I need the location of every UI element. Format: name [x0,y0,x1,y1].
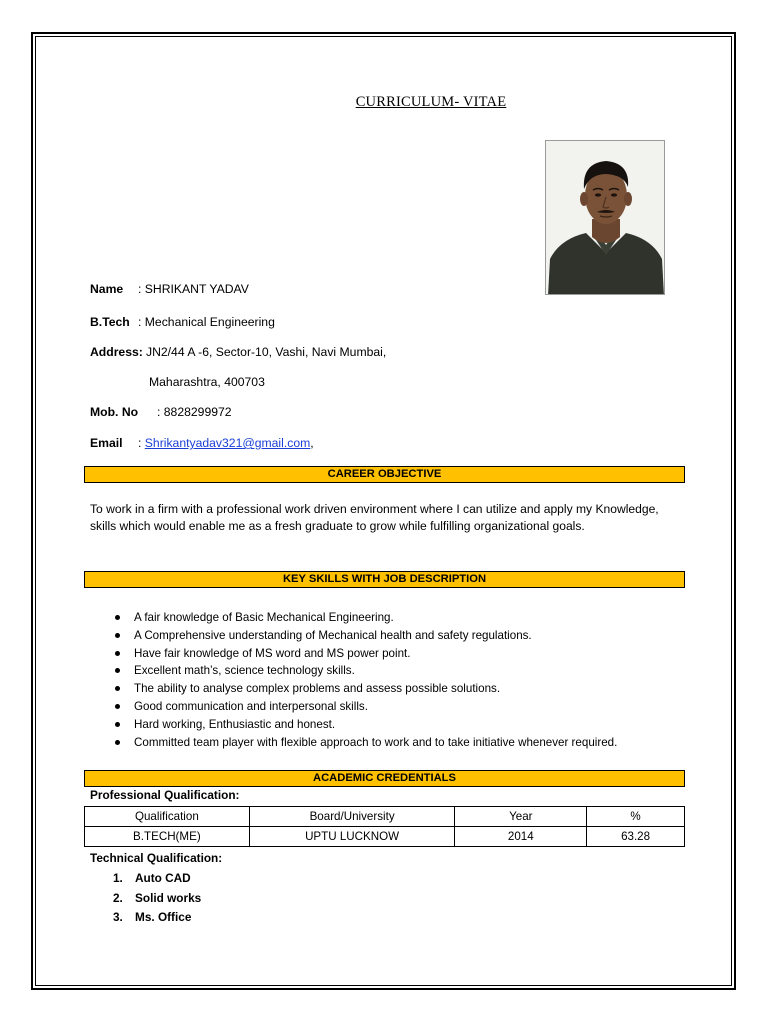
table-cell: 2014 [455,827,587,847]
table-header-row [85,807,685,827]
table-cell: B.TECH(ME) [85,827,250,847]
skill-item: A fair knowledge of Basic Mechanical Engineering. [112,609,617,627]
profile-photo [545,140,665,295]
list-item: 3. Ms. Office [113,910,192,925]
skill-item: Excellent math’s, science technology skills. [112,662,617,680]
skill-item: Good communication and interpersonal skills. [112,698,617,716]
mobile-line [90,405,232,419]
mobile-value: : 8828299972 [157,405,232,419]
column-header: Board/University [249,807,455,827]
email-label: Email [90,436,123,450]
name-line [90,282,249,296]
bullet-icon [115,633,120,638]
table-cell: 63.28 [587,827,685,847]
bullet-icon [115,615,120,620]
bullet-icon [115,668,120,673]
list-item: 2. Solid works [113,890,202,905]
career-objective-heading: CAREER OBJECTIVE [84,466,685,483]
address-line-1 [90,345,386,359]
column-header: Qualification [85,807,250,827]
address-line-2 [149,375,265,389]
key-skills-list [112,609,617,751]
bullet-icon [115,686,120,691]
portrait-image [546,141,665,295]
column-header: Year [455,807,587,827]
skill-item: Have fair knowledge of MS word and MS power point. [112,645,617,663]
bullet-icon [115,651,120,656]
skill-item: A Comprehensive understanding of Mechanical health and safety regulations. [112,627,617,645]
skill-item: Committed team player with flexible approach to work and to take initiative whenever required. [112,734,617,752]
email-trail: , [310,436,314,450]
skill-item: The ability to analyse complex problems and assess possible solutions. [112,680,617,698]
table-row [85,827,685,847]
career-objective-text: To work in a firm with a professional work driven environment where I can utilize and apply my Knowledge, skills which would enable me as a fresh graduate to grow while fulfilling organizational goals. [90,502,659,533]
mobile-label: Mob. No [90,405,139,419]
technical-qualification-list [113,869,201,928]
email-line [90,436,314,450]
email-sep: : [138,436,142,450]
email-link[interactable]: Shrikantyadav321@gmail.com [144,436,311,450]
skill-item: Hard working, Enthusiastic and honest. [112,716,617,734]
name-label: Name [90,282,124,296]
address-value-1: JN2/44 A -6, Sector-10, Vashi, Navi Mumbai, [146,345,387,359]
key-skills-heading: KEY SKILLS WITH JOB DESCRIPTION [84,571,685,588]
bullet-icon [115,704,120,709]
column-header: % [587,807,685,827]
qualification-table [84,806,685,847]
degree-line [90,315,275,329]
address-value-2: Maharashtra, 400703 [149,375,265,389]
bullet-icon [115,740,120,745]
degree-label: B.Tech [90,315,130,329]
name-value: : SHRIKANT YADAV [138,282,249,296]
professional-qualification-label: Professional Qualification: [90,788,240,802]
degree-value: : Mechanical Engineering [138,315,275,329]
document-title: CURRICULUM- VITAE [355,94,507,110]
bullet-icon [115,722,120,727]
table-cell: UPTU LUCKNOW [249,827,455,847]
address-label: Address: [90,345,143,359]
technical-qualification-label: Technical Qualification: [90,851,223,865]
list-item: 1. Auto CAD [113,871,191,885]
academic-credentials-heading: ACADEMIC CREDENTIALS [84,770,685,787]
